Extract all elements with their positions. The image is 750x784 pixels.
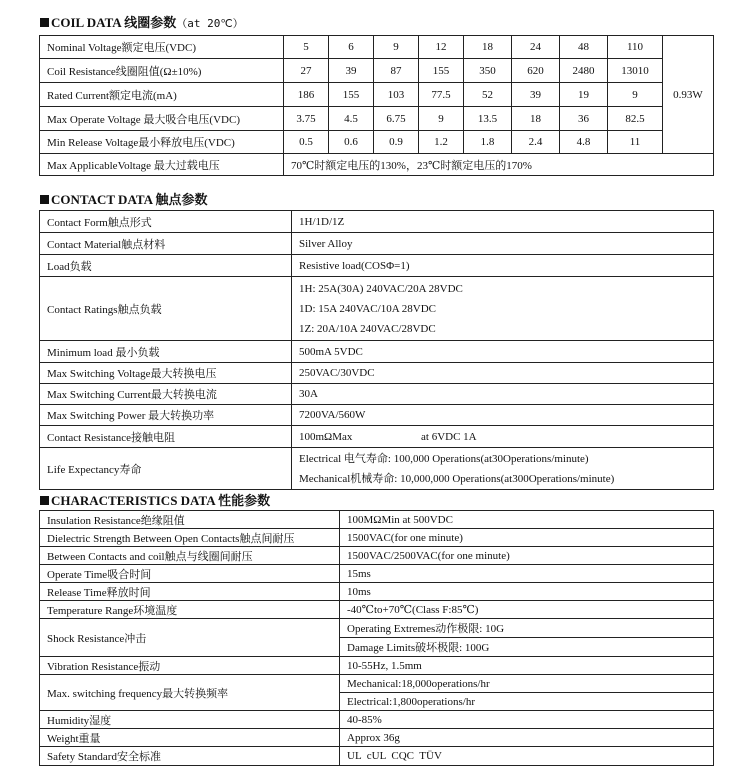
table-cell: 77.5 bbox=[419, 83, 464, 107]
row-label: Contact Resistance接触电阻 bbox=[40, 426, 292, 448]
row-label: Load负载 bbox=[40, 255, 292, 277]
table-cell: 52 bbox=[464, 83, 512, 107]
row-value: Electrical:1,800operations/hr bbox=[340, 693, 714, 711]
table-row bbox=[40, 154, 714, 176]
table-cell: 0.9 bbox=[374, 131, 419, 154]
table-cell: 9 bbox=[608, 83, 663, 107]
table-row bbox=[40, 583, 714, 601]
row-value: 1H/1D/1Z bbox=[292, 211, 714, 233]
row-label: Between Contacts and coil触点与线圈间耐压 bbox=[40, 547, 340, 565]
row-label: Temperature Range环境温度 bbox=[40, 601, 340, 619]
row-label: Max ApplicableVoltage 最大过载电压 bbox=[40, 154, 284, 176]
table-cell: 155 bbox=[419, 59, 464, 83]
coil-data-heading: COIL DATA 线圈参数（at 20℃） bbox=[40, 15, 244, 32]
row-value bbox=[292, 277, 714, 341]
row-label: Coil Resistance线圈阻值(Ω±10%) bbox=[40, 59, 284, 83]
table-cell: 3.75 bbox=[284, 107, 329, 131]
table-row bbox=[40, 529, 714, 547]
row-label: Weight重量 bbox=[40, 729, 340, 747]
rating-line: 1D: 15A 240VAC/10A 28VDC bbox=[299, 302, 437, 315]
max-applicable-voltage-value: 70℃时额定电压的130%，23℃时额定电压的170% bbox=[284, 154, 714, 176]
square-bullet-icon bbox=[40, 195, 49, 204]
row-value: 100mΩMax at 6VDC 1A bbox=[292, 426, 714, 448]
table-row bbox=[40, 675, 714, 693]
table-row bbox=[40, 426, 714, 448]
row-label: Max. switching frequency最大转换频率 bbox=[40, 675, 340, 711]
table-row bbox=[40, 83, 714, 107]
table-row bbox=[40, 59, 714, 83]
row-label: Dielectric Strength Between Open Contacts触点间耐压 bbox=[40, 529, 340, 547]
row-value: Mechanical:18,000operations/hr bbox=[340, 675, 714, 693]
table-row bbox=[40, 619, 714, 638]
table-row bbox=[40, 211, 714, 233]
table-cell: 110 bbox=[608, 36, 663, 59]
table-row bbox=[40, 511, 714, 529]
coil-data-table bbox=[39, 35, 714, 176]
table-cell: 36 bbox=[560, 107, 608, 131]
life-electrical: Electrical 电气寿命: 100,000 Operations(at30Operations/minute) bbox=[299, 452, 589, 465]
row-value: 1500VAC(for one minute) bbox=[340, 529, 714, 547]
contact-data-table bbox=[39, 210, 714, 490]
row-label: Max Switching Power 最大转换功率 bbox=[40, 405, 292, 426]
table-row bbox=[40, 657, 714, 675]
row-value bbox=[292, 448, 714, 490]
row-label: Safety Standard安全标准 bbox=[40, 747, 340, 766]
table-row bbox=[40, 341, 714, 363]
table-row bbox=[40, 36, 714, 59]
table-cell: 9 bbox=[419, 107, 464, 131]
table-cell: 2480 bbox=[560, 59, 608, 83]
table-row bbox=[40, 131, 714, 154]
row-value: 15ms bbox=[340, 565, 714, 583]
table-cell: 39 bbox=[329, 59, 374, 83]
row-value: 30A bbox=[292, 384, 714, 405]
table-cell: 186 bbox=[284, 83, 329, 107]
table-row bbox=[40, 384, 714, 405]
table-row bbox=[40, 233, 714, 255]
row-label: Vibration Resistance振动 bbox=[40, 657, 340, 675]
table-cell: 6.75 bbox=[374, 107, 419, 131]
table-cell: 1.2 bbox=[419, 131, 464, 154]
row-value: 7200VA/560W bbox=[292, 405, 714, 426]
table-cell: 39 bbox=[512, 83, 560, 107]
row-label: Humidity湿度 bbox=[40, 711, 340, 729]
row-label: Release Time释放时间 bbox=[40, 583, 340, 601]
table-cell: 24 bbox=[512, 36, 560, 59]
row-value: Damage Limits破坏极限: 100G bbox=[340, 638, 714, 657]
table-cell: 0.6 bbox=[329, 131, 374, 154]
row-label: Contact Form触点形式 bbox=[40, 211, 292, 233]
table-cell: 18 bbox=[464, 36, 512, 59]
row-value: 500mA 5VDC bbox=[292, 341, 714, 363]
table-cell: 87 bbox=[374, 59, 419, 83]
table-cell: 6 bbox=[329, 36, 374, 59]
characteristics-data-heading: CHARACTERISTICS DATA 性能参数 bbox=[40, 493, 270, 509]
table-cell: 48 bbox=[560, 36, 608, 59]
table-cell: 12 bbox=[419, 36, 464, 59]
table-cell: 155 bbox=[329, 83, 374, 107]
rating-line: 1H: 25A(30A) 240VAC/20A 28VDC bbox=[299, 282, 463, 295]
table-cell: 27 bbox=[284, 59, 329, 83]
row-value: 40-85% bbox=[340, 711, 714, 729]
contact-data-heading: CONTACT DATA 触点参数 bbox=[40, 192, 208, 208]
row-value: Operating Extremes动作极限: 10G bbox=[340, 619, 714, 638]
row-value: 100MΩMin at 500VDC bbox=[340, 511, 714, 529]
table-cell: 18 bbox=[512, 107, 560, 131]
row-label: Max Switching Current最大转换电流 bbox=[40, 384, 292, 405]
table-row bbox=[40, 711, 714, 729]
row-label: Shock Resistance冲击 bbox=[40, 619, 340, 657]
square-bullet-icon bbox=[40, 18, 49, 27]
table-cell: 620 bbox=[512, 59, 560, 83]
row-label: Operate Time吸合时间 bbox=[40, 565, 340, 583]
row-label: Max Operate Voltage 最大吸合电压(VDC) bbox=[40, 107, 284, 131]
rating-line: 1Z: 20A/10A 240VAC/28VDC bbox=[299, 322, 436, 335]
life-mechanical: Mechanical机械寿命: 10,000,000 Operations(at300Operations/minute) bbox=[299, 472, 615, 485]
row-value: 10-55Hz, 1.5mm bbox=[340, 657, 714, 675]
row-value: Approx 36g bbox=[340, 729, 714, 747]
row-label: Rated Current额定电流(mA) bbox=[40, 83, 284, 107]
table-row bbox=[40, 107, 714, 131]
table-row bbox=[40, 547, 714, 565]
table-cell: 82.5 bbox=[608, 107, 663, 131]
characteristics-data-table bbox=[39, 510, 714, 766]
table-cell: 103 bbox=[374, 83, 419, 107]
row-label: Contact Ratings触点负载 bbox=[40, 277, 292, 341]
table-cell: 350 bbox=[464, 59, 512, 83]
row-value: 250VAC/30VDC bbox=[292, 363, 714, 384]
table-row bbox=[40, 363, 714, 384]
row-label: Insulation Resistance绝缘阻值 bbox=[40, 511, 340, 529]
table-cell: 4.8 bbox=[560, 131, 608, 154]
row-label: Minimum load 最小负载 bbox=[40, 341, 292, 363]
table-cell: 19 bbox=[560, 83, 608, 107]
row-label: Max Switching Voltage最大转换电压 bbox=[40, 363, 292, 384]
row-label: Nominal Voltage额定电压(VDC) bbox=[40, 36, 284, 59]
table-row bbox=[40, 747, 714, 766]
row-value: 10ms bbox=[340, 583, 714, 601]
table-cell: 11 bbox=[608, 131, 663, 154]
table-row bbox=[40, 277, 714, 341]
table-row bbox=[40, 601, 714, 619]
table-cell: 2.4 bbox=[512, 131, 560, 154]
table-cell: 0.5 bbox=[284, 131, 329, 154]
table-cell: 4.5 bbox=[329, 107, 374, 131]
table-row bbox=[40, 448, 714, 490]
table-row bbox=[40, 255, 714, 277]
table-cell: 1.8 bbox=[464, 131, 512, 154]
row-value: -40℃to+70℃(Class F:85℃) bbox=[340, 601, 714, 619]
row-label: Life Expectancy寿命 bbox=[40, 448, 292, 490]
row-value: 1500VAC/2500VAC(for one minute) bbox=[340, 547, 714, 565]
table-row bbox=[40, 405, 714, 426]
table-row bbox=[40, 565, 714, 583]
row-value: Resistive load(COSΦ=1) bbox=[292, 255, 714, 277]
table-cell: 5 bbox=[284, 36, 329, 59]
row-label: Contact Material触点材料 bbox=[40, 233, 292, 255]
row-label: Min Release Voltage最小释放电压(VDC) bbox=[40, 131, 284, 154]
table-cell: 13010 bbox=[608, 59, 663, 83]
coil-power-cell: 0.93W bbox=[663, 36, 714, 154]
square-bullet-icon bbox=[40, 496, 49, 505]
table-cell: 13.5 bbox=[464, 107, 512, 131]
table-row bbox=[40, 729, 714, 747]
table-cell: 9 bbox=[374, 36, 419, 59]
row-value: Silver Alloy bbox=[292, 233, 714, 255]
row-value: UL cUL CQC TÜV bbox=[340, 747, 714, 766]
